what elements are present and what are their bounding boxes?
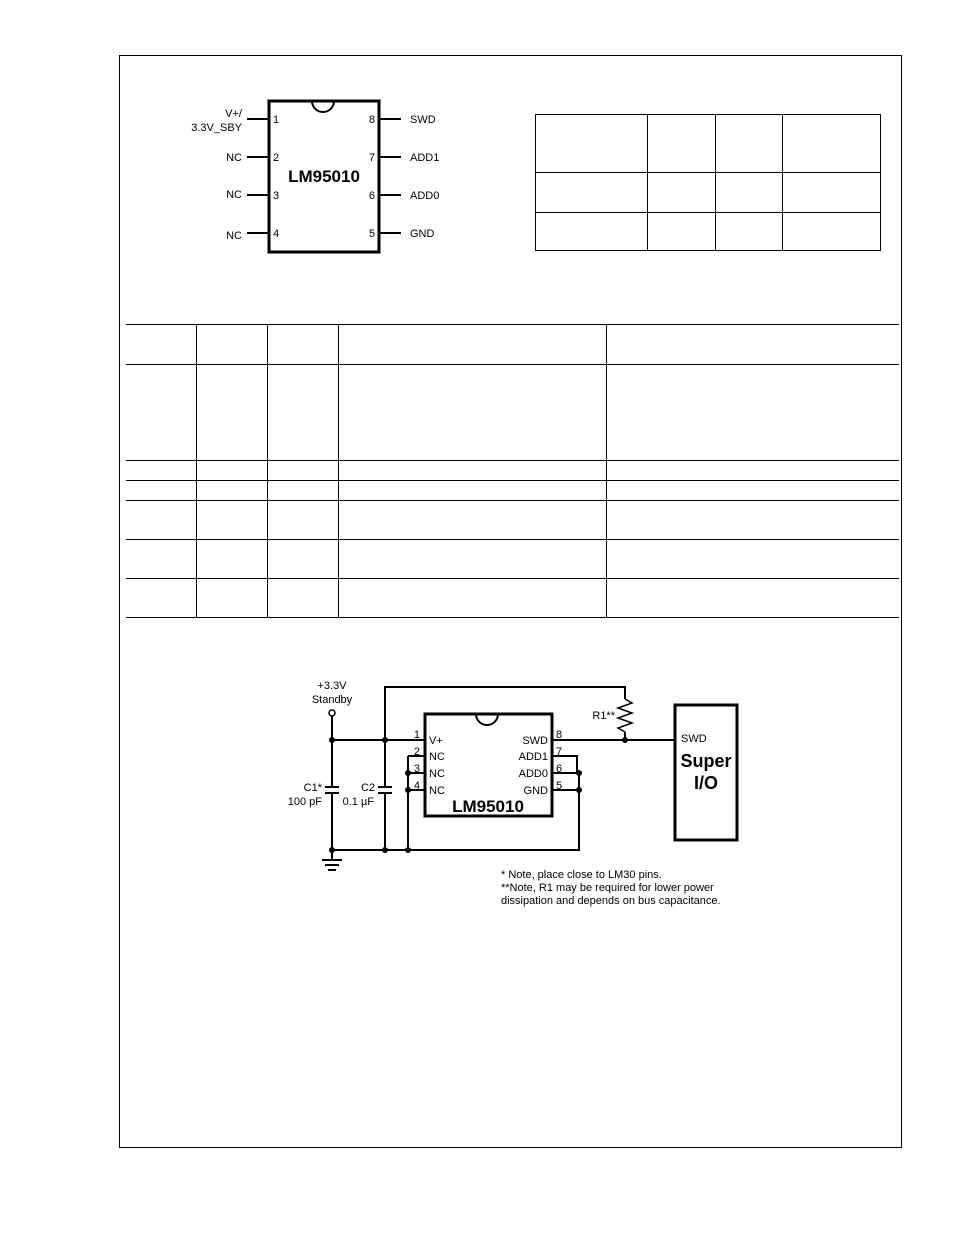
note: **Note, R1 may be required for lower power	[501, 882, 714, 894]
superio-pin-label: SWD	[681, 733, 707, 745]
circuit-pin-label: NC	[429, 768, 445, 780]
circuit-chip-name: LM95010	[452, 797, 524, 816]
circuit-pin-number: 6	[556, 763, 563, 775]
circuit-pin-label: NC	[429, 751, 445, 763]
pin-number: 3	[273, 190, 280, 202]
circuit-pin-label: ADD0	[518, 768, 548, 780]
pin-label: NC	[226, 230, 242, 242]
resistor-label: R1**	[592, 710, 615, 722]
note: dissipation and depends on bus capacitance.	[501, 895, 721, 907]
pin-label: NC	[226, 189, 242, 201]
c2-label: C2	[360, 782, 375, 794]
pin-description-table	[126, 324, 899, 618]
pin-number: 1	[273, 114, 280, 126]
circuit-pin-number: 1	[413, 729, 420, 741]
pin-number: 8	[368, 114, 375, 126]
pin-label: ADD1	[410, 152, 440, 164]
pin-number: 2	[273, 152, 280, 164]
circuit-pin-label: NC	[429, 785, 445, 797]
supply-label: +3.3V	[317, 680, 347, 692]
circuit-pin-number: 4	[413, 780, 420, 792]
c1-value: 100 pF	[287, 796, 322, 808]
circuit-pin-label: ADD1	[518, 751, 548, 763]
superio-label: Super	[680, 751, 732, 771]
circuit-pin-number: 5	[556, 780, 563, 792]
pin-number: 4	[273, 228, 280, 240]
pin-number: 5	[368, 228, 375, 240]
circuit-pin-number: 2	[413, 746, 420, 758]
pin-label: ADD0	[410, 190, 440, 202]
ordering-table	[535, 114, 881, 251]
note: * Note, place close to LM30 pins.	[501, 869, 662, 881]
pin-label: 3.3V_SBY	[191, 122, 242, 134]
circuit-pin-label: GND	[523, 785, 548, 797]
application-circuit	[270, 670, 750, 920]
supply-label: Standby	[311, 694, 353, 706]
c1-label: C1*	[303, 782, 322, 794]
pin-label: SWD	[410, 114, 436, 126]
pin-number: 6	[368, 190, 375, 202]
pin-label: V+/	[225, 108, 242, 120]
pin-label: GND	[410, 228, 435, 240]
circuit-pin-number: 8	[556, 729, 563, 741]
pin-number: 7	[368, 152, 375, 164]
c2-value: 0.1 µF	[342, 796, 374, 808]
circuit-pin-label: SWD	[522, 735, 548, 747]
superio-label: I/O	[693, 773, 719, 793]
circuit-pin-number: 7	[556, 746, 563, 758]
pin-label: NC	[226, 152, 242, 164]
pinout-diagram	[180, 92, 460, 262]
circuit-pin-label: V+	[429, 735, 443, 747]
circuit-pin-number: 3	[413, 763, 420, 775]
pinout-chip-name: LM95010	[288, 167, 360, 186]
